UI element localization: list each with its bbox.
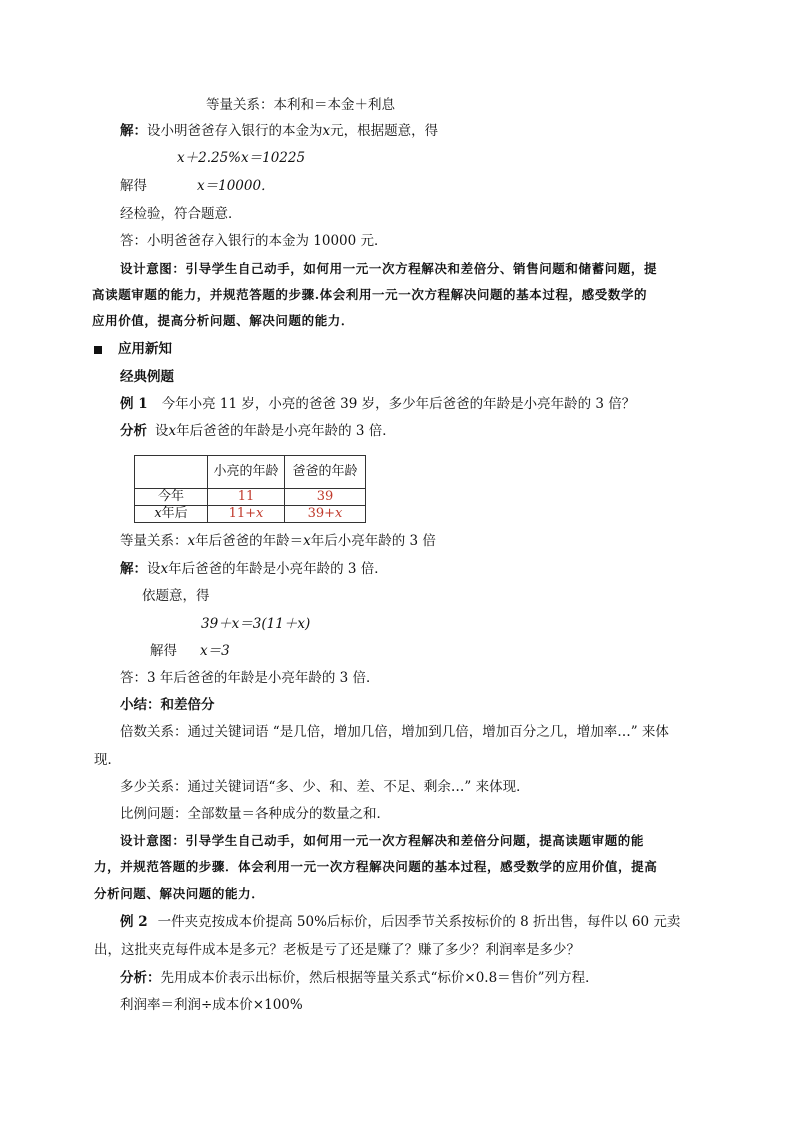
check-line: 经检验，符合题意． [120,206,242,222]
multiple-relation-line1: 倍数关系：通过关键词语 “是几倍，增加几倍，增加到几倍，增加百分之几，增加率…” 来体 [120,724,669,740]
analysis-var: x [168,423,177,439]
section-title-text: 应用新知 [118,341,172,357]
solution-2-label: 解： [120,561,147,577]
example-1-text: 今年小亮 11 岁，小亮的爸爸 39 岁，多少年后爸爸的年龄是小亮年龄的 3 倍？ [161,396,636,412]
later-xiaoliang-var: x [256,506,264,521]
later-baba-num: 39+ [307,506,336,521]
table-later-text: 年后 [161,506,188,521]
solution-text: 设小明爸爸存入银行的本金为 [147,123,323,139]
equal-relation-2: 等量关系：x年后爸爸的年龄＝x年后小亮年龄的 3 倍 [120,533,436,549]
table-row [135,506,366,523]
solve-label-2: 解得 [150,643,177,659]
solve-value-1: x＝10000． [197,178,275,194]
table-later-var: x [154,506,162,521]
eq-rel2-a: 等量关系： [120,533,188,549]
solve-label-1: 解得 [120,178,147,194]
eq-rel2-c: 年后小亮年龄的 3 倍 [310,533,436,549]
equation-2: 39＋x＝3(11＋x) [201,616,311,632]
answer-1: 答：小明爸爸存入银行的本金为 10000 元． [120,233,388,249]
design-intent-1-line1: 设计意图：引导学生自己动手，如何用一元一次方程解决和差倍分、销售问题和储蓄问题，提 [120,261,658,276]
equation-1: x＋2.25%x＝10225 [177,150,306,166]
example-2-text-1: 一件夹克按成本价提高 50%后标价，后因季节关系按标价的 8 折出售，每件以 60 元卖 [157,914,681,930]
table-cell-corner [135,456,208,489]
example-2-line1 [120,912,680,932]
solution-2-a: 设 [147,561,161,577]
table-header-xiaoliang: 小亮的年龄 [208,456,285,489]
table-cell-later-baba [285,506,366,523]
square-bullet-icon [94,346,102,354]
solution-label: 解： [120,123,147,139]
solve-value-2: x＝3 [200,643,230,659]
example-1 [120,394,635,414]
table-row [135,489,366,506]
table-cell-now-baba: 39 [285,489,366,506]
classic-examples-title: 经典例题 [120,369,174,385]
age-table [134,455,366,523]
analysis-label: 分析 [120,423,147,439]
design-intent-2-line3: 分析问题、解决问题的能力． [94,886,265,901]
equal-relation-1: 等量关系：本利和＝本金＋利息 [206,97,395,113]
solution-2: 解：设x年后爸爸的年龄是小亮年龄的 3 倍． [120,561,388,577]
profit-rate-formula: 利润率＝利润÷成本价×100% [120,997,303,1013]
solution-2-b: 年后爸爸的年龄是小亮年龄的 3 倍． [168,561,388,577]
example-2-label: 例 2 [120,914,148,930]
example-2-line2: 出，这批夹克每件成本是多元？老板是亏了还是赚了？赚了多少？利润率是多少？ [94,942,580,958]
design-intent-2-line2: 力，并规范答题的步骤．体会利用一元一次方程解决问题的基本过程，感受数学的应用价值，提高 [94,859,658,874]
analysis-text-2: 年后爸爸的年龄是小亮年龄的 3 倍． [176,423,396,439]
design-intent-1-line3: 应用价值，提高分析问题、解决问题的能力． [92,313,355,328]
example-1-label: 例 1 [120,396,148,412]
analysis-2-label: 分析： [120,970,161,986]
table-row-label-later [135,506,208,523]
analysis-2 [120,968,599,988]
according-to-problem: 依题意，得 [142,588,210,604]
answer-2: 答：3 年后爸爸的年龄是小亮年龄的 3 倍． [120,670,380,686]
solution-var: x [322,123,331,139]
design-intent-2-line1: 设计意图：引导学生自己动手，如何用一元一次方程解决和差倍分问题，提高读题审题的能 [120,833,645,848]
summary-title: 小结：和差倍分 [120,697,215,713]
ratio-problem: 比例问题：全部数量＝各种成分的数量之和． [120,806,390,822]
multiple-relation-line2: 现． [94,752,121,768]
table-cell-later-xiaoliang [208,506,285,523]
table-row [135,456,366,489]
analysis-2-text: 先用成本价表示出标价，然后根据等量关系式“标价×0.8＝售价”列方程． [160,970,599,986]
table-header-baba: 爸爸的年龄 [285,456,366,489]
section-title [94,339,172,359]
table-cell-now-xiaoliang: 11 [208,489,285,506]
analysis-1 [120,421,396,441]
table-row-label-now: 今年 [135,489,208,506]
solution-1 [120,121,438,141]
solution-rest: 元，根据题意，得 [330,123,439,139]
later-baba-var: x [335,506,343,521]
eq-rel2-b: 年后爸爸的年龄＝ [195,533,304,549]
later-xiaoliang-num: 11+ [228,506,257,521]
design-intent-1-line2: 高读题审题的能力，并规范答题的步骤.体会利用一元一次方程解决问题的基本过程，感受数学的 [92,287,648,302]
analysis-text-1: 设 [155,423,169,439]
more-less-relation: 多少关系：通过关键词语“多、少、和、差、不足、剩余…” 来体现． [120,779,530,795]
